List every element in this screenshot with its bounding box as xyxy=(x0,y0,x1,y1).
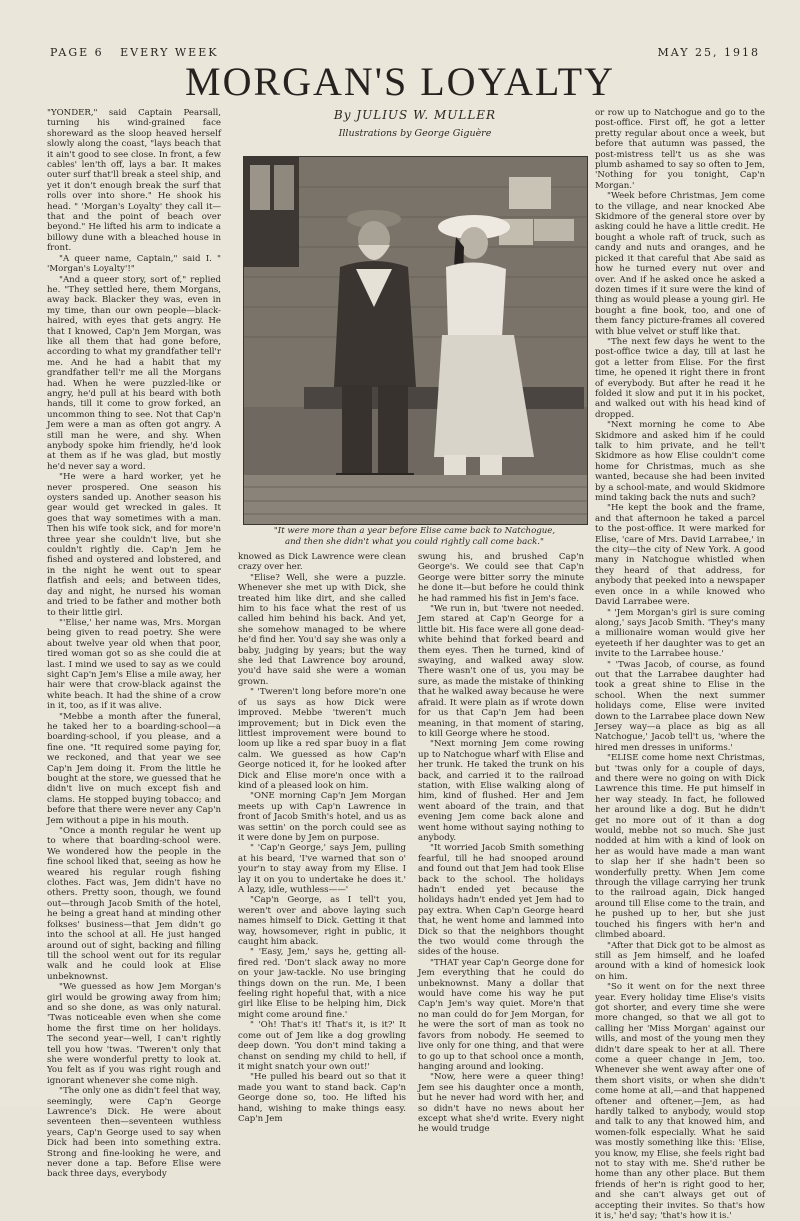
paragraph: " 'Oh! That's it! That's it, is it?' It come out of Jem like a dog growling deep down. 'You don't mind taking a chanst on sending my child to hell, if it might snatch your own out!' xyxy=(238,1020,406,1072)
text-column-2 xyxy=(238,552,406,1124)
paragraph: " 'Twas Jacob, of course, as found out that the Larrabee daughter had took a great shine to Elise in the school. When the next summer holidays come, Elise were invited down to the Larrabee place down New Jersey way—a place as big as all Natchogue,' Jacob tell't us, 'where the hired men dresses in uniforms.' xyxy=(595,659,765,753)
paragraph: "Once a month regular he went up to where that boarding-school were. We wondered how the people in the fine school liked that, seeing as how he weared his regular rough fishing clothes. Fact was, Jem didn't have no others. Pretty soon, though, we found out—through Jacob Smith of the hotel, he being a great hand at minding other folkses' business—that Jem didn't go into the school at all. He just hanged around out of sight, backing and filling till the school went out for its regular walk and he could look at Elise unbeknownst. xyxy=(47,826,221,982)
page-number: PAGE 6 xyxy=(50,46,104,59)
text-column-3 xyxy=(418,552,584,1135)
illustration-credit: Illustrations by George Giguère xyxy=(338,128,492,139)
paragraph: " 'Tweren't long before more'n one of us says as how Dick were improved. Mebbe 'tweren't much improvement; but in Dick even the littlest improvement were bound to loom up like a red spar buoy in a flat calm. We guessed as how Cap'n George noticed it, for he looked after Dick and Elise more'n once with a kind of a pleased look on him. xyxy=(238,687,406,791)
paragraph: "And a queer story, sort of," replied he. "They settled here, them Morgans, away back. Blacker they was, even in my time, than our own people—black-haired, with eyes that gets angry. He that I knowed, Cap'n Jem Morgan, was like all them that had gone before, according to what my grandfather tell'r me. And he had a habit that my grandfather tell'r me all the Morgans had. When he were puzzled-like or angry, he'd pull at his beard with both hands, till it come to grow forked, an uncommon thing to see. Not that Cap'n Jem were a man as often got angry. A still man he were, and shy. When anybody spoke him friendly, he'd look at them as if he was glad, but mostly he'd never say a word. xyxy=(47,274,221,472)
paragraph: "THAT year Cap'n George done for Jem everything that he could do unbeknownst. Many a dollar that would have come his way he put Cap'n Jem's way quiet. More'n that no man could do for Jem Morgan, for he were the sort of man as took no favors from nobody. He seemed to live only for one thing, and that were to go up to that school once a month, hanging around and looking. xyxy=(418,957,584,1072)
article-photo xyxy=(243,156,588,525)
caption-line-1: "It were more than a year before Elise came back to Natchogue, xyxy=(273,526,556,536)
paragraph: "'Elise,' her name was, Mrs. Morgan being given to read poetry. She were about twelve year old when that poor, tired woman got so as she could die at last. I mind we used to say as we could sight Cap'n Jem's Elise a mile away, her hair were that crow-black against the white beach. It had the shine of a crow in it, too, as if it was alive. xyxy=(47,617,221,712)
paragraph: "We guessed as how Jem Morgan's girl would be growing away from him; and so she done, as was only natural. 'Twas noticeable even when she come home the first time on her holidays. The second year—well, I can't rightly tell you how 'twas. 'Tweren't only that she were wonderful pretty to look at. You felt as if you was right rough and ignorant whenever she come nigh. xyxy=(47,982,221,1086)
paragraph: "He were a hard worker, yet he never prospered. One season his oysters sanded up. Another season his gear would get wrecked in gales. It goes that way sometimes with a man. Then his wife took sick, and for more'n three year she couldn't live, but she couldn't rightly die. Cap'n Jem he fished and oystered and lobstered, and in the night he went out to spear flatfish and eels; and between tides, day and night, he nursed his woman and tried to be father and mother both to their little girl. xyxy=(47,472,221,618)
article-title: MORGAN'S LOYALTY xyxy=(185,59,615,104)
paragraph: "Mebbe a month after the funeral, he taked her to a boarding-school—a boarding-school, if you please, and a fine one. "It required some paying for, we reckoned, and that year we see Cap'n Jem doing it. From the little he bought at the store, we guessed that he didn't live on much except fish and clams. He stopped buying tobacco; and before that there were never any Cap'n Jem without a pipe in his mouth. xyxy=(47,711,221,826)
paragraph: knowed as Dick Lawrence were clean crazy over her. xyxy=(238,552,406,573)
text-column-4 xyxy=(595,108,765,1221)
paragraph: " 'Cap'n George,' says Jem, pulling at his beard, 'I've warned that son o' your'n to stay away from my Elise. I lay it on you to undertake he does it.' A lazy, idle, wuthless——' xyxy=(238,843,406,895)
byline: By JULIUS W. MULLER xyxy=(333,108,497,122)
paragraph: "So it went on for the next three year. Every holiday time Elise's visits got shorter, and every time she were more changed, so that we all got to calling her 'Miss Morgan' against our wills, and most of the young men they didn't dare speak to her at all. There come a queer change in Jem, too. Whenever she went away after one of them short visits, or when she didn't come home at all,—and that happened oftener and oftener,—Jem, as had hardly talked to anybody, would stop and talk to any that knowed him, and women-folk especially. What he said was mostly something like this: 'Elise, you know, my Elise, she feels right bad not to stay with me. She'd ruther be home than any other place. But them friends of her'n is right good to her, and she can't always get out of accepting their invites. So that's how it is,' he'd say; 'that's how it is.' xyxy=(595,982,765,1221)
magazine-name: EVERY WEEK xyxy=(120,46,219,59)
issue-date: MAY 25, 1918 xyxy=(657,46,760,59)
paragraph: "Elise? Well, she were a puzzle. Whenever she met up with Dick, she treated him like dirt, and she called him to his face what the rest of us called him behind his back. And yet, she somehow managed to be where he'd find her. You'd say she was only a baby, judging by years; but the way she led that Lawrence boy around, you'd have said she were a woman grown. xyxy=(238,572,406,687)
paragraph: "It worried Jacob Smith something fearful, till he had snooped around and found out that Jem had took Elise back to the school. The holidays hadn't ended yet because the holidays hadn't ended yet Jem had to pay extra. When Cap'n George heard that, he went home and lammed into Dick so that the neighbors thought the two would come through the sides of the house. xyxy=(418,843,584,958)
paragraph: swung his, and brushed Cap'n George's. We could see that Cap'n George were bitter sorry the minute he done it—but before he could think he had rammed his fist in Jem's face. xyxy=(418,552,584,604)
paragraph: "We run in, but 'twere not needed. Jem stared at Cap'n George for a little bit. His face were all gone dead-white behind that forked beard and them eyes. Then he turned, kind of swaying, and walked away slow. There wasn't one of us, you may be sure, as made the mistake of thinking that he walked away because he were afraid. It were plain as if wrote down for us that Cap'n Jem had been meaning, in that moment of staring, to kill George where he stood. xyxy=(418,604,584,739)
paragraph: "YONDER," said Captain Pearsall, turning his wind-grained face shoreward as the sloop heaved herself slowly along the coast, "lays beach that it ain't good to see close. In front, a few cables' len'th off, lays a bar. It makes outer surf that'll break a steel ship, and yet it don't enough break the surf that rolls over into shore." He shook his head. " 'Morgan's Loyalty' they call it—that and the point of beach over beyond." He lifted his arm to indicate a billowy dune with a bleached house in front. xyxy=(47,108,221,254)
photo-caption xyxy=(243,526,586,548)
photo-illustration xyxy=(244,157,587,524)
paragraph: " 'Jem Morgan's girl is sure coming along,' says Jacob Smith. 'They's many a millionaire woman would give her eyeteeth if her daughter was to get an invite to the Larrabee house.' xyxy=(595,607,765,660)
paragraph: "After that Dick got to be almost as still as Jem himself, and he loafed around with a kind of homesick look on him. xyxy=(595,940,765,982)
paragraph: "Cap'n George, as I tell't you, weren't over and above laying such names himself to Dick. Getting it that way, howsomever, right in public, it caught him aback. xyxy=(238,895,406,948)
paragraph: "ONE morning Cap'n Jem Morgan meets up with Cap'n Lawrence in front of Jacob Smith's hotel, and us as was settin' on the porch could see as it were done by Jem on purpose. xyxy=(238,791,406,843)
paragraph: "Next morning Jem come rowing up to Natchogue wharf with Elise and her trunk. He taked the trunk on his back, and carried it to the railroad station, with Elise walking along of him, kind of flushed. Her and Jem went aboard of the train, and that evening Jem come back alone and went home without saying nothing to anybody. xyxy=(418,739,584,843)
paragraph: "He kept the book and the frame, and that afternoon he taked a parcel to the post-office. It were marked for Elise, 'care of Mrs. David Larrabee,' in the city—the city of New York. A good many in Natchogue whistled when they heard of that address, for anybody that peeked into a newspaper even once in a while knowed who David Larrabee were. xyxy=(595,503,765,608)
paragraph: "Week before Christmas, Jem come to the village, and near knocked Abe Skidmore of the general store over by asking could he have a little credit. He bought a whole raft of truck, such as candy and nuts and oranges, and he picked it that careful that Abe said as how he turned every nut over and over. And if he asked once he asked a dozen times if it sure were the kind of thing as would please a young girl. He bought a fine book, too, and one of them fancy picture-frames all covered with blue velvet or stuff like that. xyxy=(595,191,765,337)
paragraph: "He pulled his beard out so that it made you want to stand back. Cap'n George done so, too. He lifted his hand, wishing to make things easy. Cap'n Jem xyxy=(238,1072,406,1124)
paragraph: "A queer name, Captain," said I. " 'Morgan's Loyalty'!" xyxy=(47,253,221,275)
paragraph: "Next morning he come to Abe Skidmore and asked him if he could talk to him private, and he tell't Skidmore as how Elise couldn't come home for Christmas, much as she wanted, because she had been invited by a school-mate, and would Skidmore mind taking back the nuts and such? xyxy=(595,420,765,504)
paragraph: "The next few days he went to the post-office twice a day, till at last he got a letter from Elise. For the first time, he opened it right there in front of everybody. But after he read it he folded it slow and put it in his pocket, and walked out with his head kind of dropped. xyxy=(595,336,765,420)
paragraph: "The only one as didn't feel that way, seemingly, were Cap'n George Lawrence's Dick. He were about seventeen then—seventeen wuthless years, Cap'n George used to say when Dick had been into something extra. Strong and fine-looking he were, and never done a tap. Before Elise were back three days, everybody xyxy=(47,1086,221,1180)
paragraph: "Now, here were a queer thing! Jem see his daughter once a month, but he never had word with her, and so didn't have no news about her except what she'd write. Every night he would trudge xyxy=(418,1072,584,1135)
paragraph: " 'Easy, Jem,' says he, getting all-fired red. 'Don't slack away no more on your jaw-tackle. No use bringing things down on the run. Me, I been feeling right hopeful that, with a nice girl like Elise to be helping him, Dick might come around fine.' xyxy=(238,947,406,1020)
caption-line-2: and then she didn't what you could rightly call come back." xyxy=(285,537,544,547)
paragraph: "ELISE come home next Christmas, but 'twas only for a couple of days, and there were no going on with Dick Lawrence this time. He put himself in her way steady. In fact, he followed her around like a dog. But he didn't get no more out of it than a dog would, mebbe not so much. She just nodded at him with a kind of look on her as would have made a man want to slap her if she hadn't been so wonderfully pretty. When Jem come through the village carrying her trunk to the railroad again, Dick hanged around till Elise come to the train, and he pushed up to her, but she just touched his fingers with her'n and climbed aboard. xyxy=(595,753,765,941)
paragraph: or row up to Natchogue and go to the post-office. First off, he got a letter pretty regular about once a week, but before that autumn was passed, the post-mistress tell't us as she was plumb ashamed to say so often to Jem, 'Nothing for you tonight, Cap'n Morgan.' xyxy=(595,108,765,191)
text-column-1 xyxy=(47,108,221,1180)
